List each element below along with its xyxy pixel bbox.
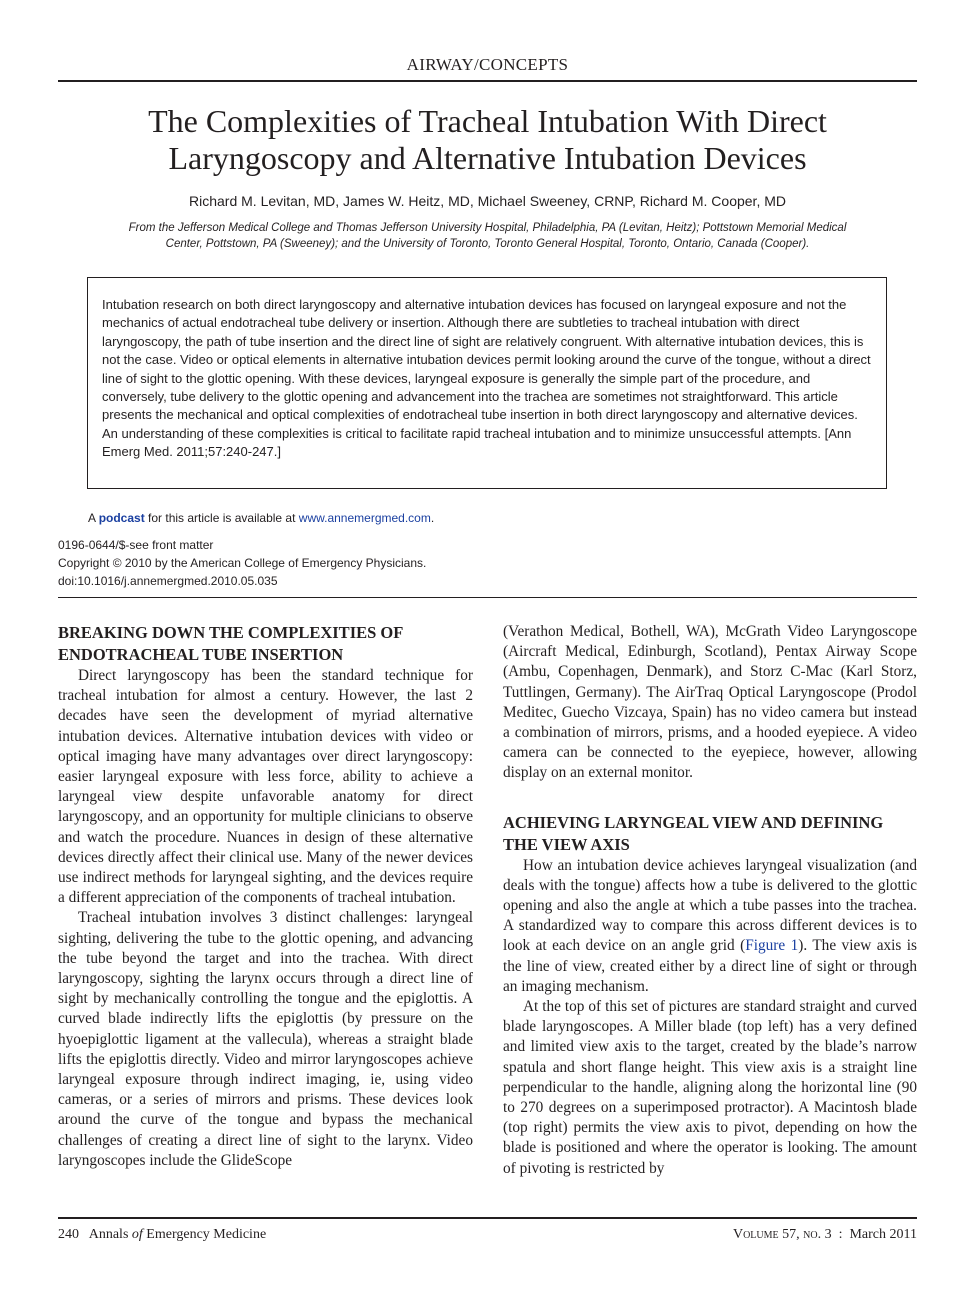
bottom-rule <box>58 1217 917 1219</box>
journal-url-link[interactable]: www.annemergmed.com <box>298 511 431 525</box>
paragraph: (Verathon Medical, Bothell, WA), McGrath Video Laryngoscope (Aircraft Medical, Edinburgh, Scotland), Pentax Airway Scope (Ambu, Copenhagen, Denmark), and Storz C-Mac (Karl Storz, Tuttlingen, Germany). The AirTraq Optical Laryngoscope (Prodol Meditec, Guecho Vizcaya, Spain) has no video camera but instead a combination of mirrors, prisms, and a hooded eyepiece. A video camera can be connected to the eyepiece, however, allowing display on an external monitor. <box>503 623 917 782</box>
page-number: 240 <box>58 1227 79 1242</box>
title-line-1: The Complexities of Tracheal Intubation With Direct <box>148 103 827 139</box>
paragraph-text: ). The view axis is the line of view, created either by a direct line of sight or through an imaging mechanism. <box>503 937 917 995</box>
article-title <box>58 103 917 177</box>
section-heading: BREAKING DOWN THE COMPLEXITIES OF ENDOTRACHEAL TUBE INSERTION <box>58 623 403 664</box>
section-divider <box>58 597 917 598</box>
abstract-text: Intubation research on both direct laryngoscopy and alternative intubation devices has focused on laryngeal exposure and not the mechanics of actual endotracheal tube delivery or insertion. Although there are subtleties to tracheal intubation with direct laryngoscopy, the path of tube insertion and the direct line of sight are relatively congruent. With alternative intubation devices, this is not the case. Video or optical elements in alternative intubation devices permit looking around the curve of the tongue, without a direct line of sight to the glottic opening. With these devices, laryngeal exposure is generally the simple part of the procedure, and conversely, tube delivery to the glottic opening and advancement into the trachea are sometimes not straightforward. This article presents the mechanical and optical complexities of endotracheal tube insertion in both direct laryngoscopy and alternative devices. An understanding of these complexities is critical to facilitate rapid tracheal intubation and to minimize unsuccessful attempts. [Ann Emerg Med. 2011;57:240-247.] <box>102 297 871 460</box>
paragraph-text: How an intubation device achieves laryngeal visualization (and deals with the tongue) affects how a tube is delivered to the glottic opening and also the angle at which a tube passes into the trachea. A standardized way to compare this across different devices is to look at each device on an angle grid ( <box>503 856 917 955</box>
figure-1-link[interactable]: Figure 1 <box>745 937 799 955</box>
body-column-right <box>503 622 917 1179</box>
affiliation <box>58 220 917 252</box>
doi: doi:10.1016/j.annemergmed.2010.05.035 <box>58 574 278 588</box>
journal-name: Annals of Emergency Medicine <box>88 1227 267 1242</box>
body-column-left <box>58 622 473 1171</box>
title-line-2: Laryngoscopy and Alternative Intubation Devices <box>168 140 807 176</box>
podcast-middle: for this article is available at <box>144 511 299 525</box>
podcast-note <box>88 511 434 525</box>
abstract-box <box>87 277 887 489</box>
paragraph <box>503 856 917 997</box>
section-label: AIRWAY/CONCEPTS <box>406 55 569 74</box>
paragraph: At the top of this set of pictures are standard straight and curved blade laryngoscopes. A Miller blade (top left) has a very defined and limited view axis to the target, created by the blade’s narrow spatula and short flange height. This view axis is a straight line perpendicular to the handle, aligning along the horizontal line (90 to 270 degrees on a superimposed protractor). A Macintosh blade (top right) permits the view axis to pivot, depending on how the blade is positioned and where the operator is looking. The amount of pivoting is restricted by <box>503 998 917 1177</box>
footer-right <box>733 1227 917 1243</box>
spacer <box>503 784 917 812</box>
volume-issue: Volume 57, no. 3 <box>732 1227 832 1242</box>
section-heading: ACHIEVING LARYNGEAL VIEW AND DEFINING THE VIEW AXIS <box>503 812 884 854</box>
affiliation-line-1: From the Jefferson Medical College and Thomas Jefferson University Hospital, Philadelphia, PA (Levitan, Heitz); Pottstown Memorial Medical <box>128 222 847 234</box>
paragraph: Direct laryngoscopy has been the standard technique for tracheal intubation for almost a century. However, the last 2 decades have seen the development of myriad alternative intubation devices. Alternative intubation devices with video or optical imaging have many advantages over direct laryngoscopy: easier laryngeal exposure with less force, ability to achieve a laryngeal view despite unfavorable anatomy for direct laryngoscopy, and an opportunity for multiple clinicians to observe and watch the procedure. Nuances in design of these alternative devices directly affect their clinical use. Many of the newer devices use indirect methods for laryngeal sighting, and the devices require a different appreciation of the components of tracheal intubation. <box>58 667 473 907</box>
paragraph: Tracheal intubation involves 3 distinct challenges: laryngeal sighting, delivering the tube to the glottic opening, and advancing the tube beyond the target and into the trachea. With direct laryngoscopy, sighting the larynx occurs through a direct line of sight by mechanically controlling the tongue and the epiglottis. A curved blade indirectly lifts the epiglottis (by pressure on the hyoepiglottic ligament at the vallecula), whereas a straight blade lifts the epiglottis directly. Video and mirror laryngoscopes achieve laryngeal exposure through indirect imaging, ie, using video cameras, or a series of mirrors and prisms. These devices look around the curve of the tongue and bypass the mechanical challenges of creating a direct line of sight to the larynx. Video laryngoscopes include the GlideScope <box>58 909 473 1169</box>
podcast-prefix: A <box>88 511 99 525</box>
podcast-suffix: . <box>430 511 435 525</box>
affiliation-line-2: Center, Pottstown, PA (Sweeney); and the University of Toronto, Toronto General Hospital, Toronto, Ontario, Canada (Cooper). <box>165 238 810 250</box>
footer-left <box>58 1227 266 1243</box>
issn: 0196-0644/$-see front matter <box>58 538 214 552</box>
top-rule <box>58 80 917 82</box>
separator: : <box>838 1227 843 1242</box>
copyright: Copyright © 2010 by the American College of Emergency Physicians. <box>58 556 427 570</box>
author-list: Richard M. Levitan, MD, James W. Heitz, MD, Michael Sweeney, CRNP, Richard M. Cooper, MD <box>189 193 786 209</box>
issue-date: March 2011 <box>849 1227 917 1242</box>
podcast-link[interactable]: podcast <box>98 511 145 525</box>
article-meta <box>58 536 426 590</box>
